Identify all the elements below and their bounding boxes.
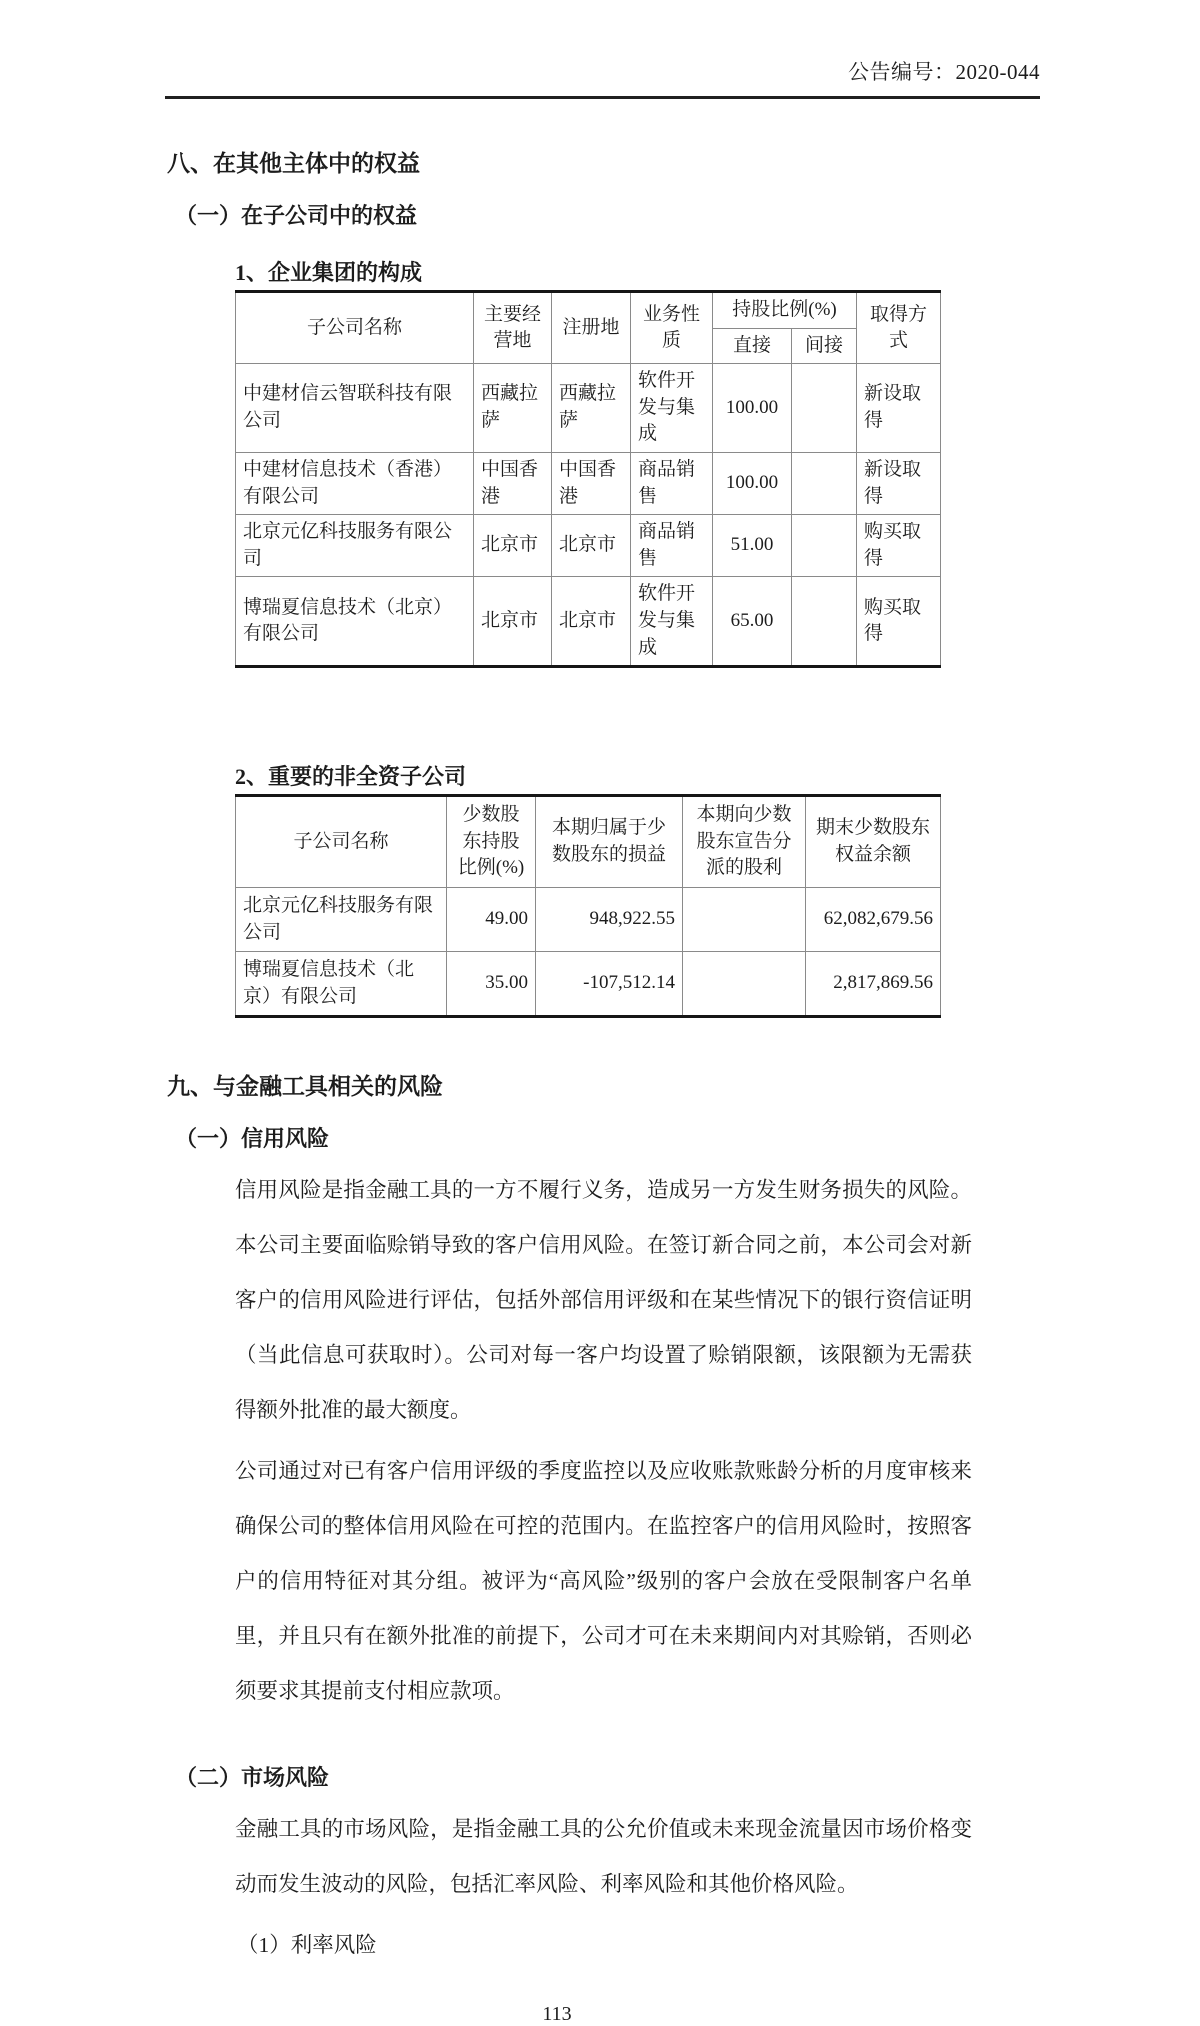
- section-9-2-title: （二）市场风险: [175, 1765, 330, 1791]
- cell-registered-place: 中国香港: [552, 452, 631, 514]
- table-header-row: [236, 292, 941, 329]
- col-header-main-place: 主要经营地: [474, 292, 552, 364]
- cell-direct-ratio: 65.00: [713, 577, 792, 667]
- cell-subsidiary-name: 中建材信息技术（香港）有限公司: [236, 452, 474, 514]
- cell-business-nature: 商品销售: [631, 515, 713, 577]
- col-header-acquisition-method: 取得方式: [857, 292, 941, 364]
- cell-minority-profit: -107,512.14: [536, 952, 683, 1017]
- cell-main-place: 西藏拉萨: [474, 364, 552, 453]
- cell-business-nature: 软件开发与集成: [631, 364, 713, 453]
- cell-declared-dividend: [683, 952, 806, 1017]
- non-wholly-owned-subsidiaries-table: [235, 794, 941, 1018]
- col-header-subsidiary-name: 子公司名称: [236, 292, 474, 364]
- table-row: [236, 952, 941, 1017]
- cell-declared-dividend: [683, 887, 806, 951]
- cell-indirect-ratio: [792, 577, 857, 667]
- cell-subsidiary-name: 北京元亿科技服务有限公司: [236, 887, 447, 951]
- credit-risk-paragraph-2: 公司通过对已有客户信用评级的季度监控以及应收账款账龄分析的月度审核来确保公司的整体信用风险在可控的范围内。在监控客户的信用风险时，按照客户的信用特征对其分组。被评为“高风险”级别的客户会放在受限制客户名单里，并且只有在额外批准的前提下，公司才可在未来期间内对其赊销，否则必须要求其提前支付相应款项。: [235, 1459, 972, 1704]
- table-2-title: 2、重要的非全资子公司: [235, 764, 467, 790]
- cell-acquisition-method: 新设取得: [857, 452, 941, 514]
- cell-indirect-ratio: [792, 515, 857, 577]
- announcement-number: 公告编号：2020-044: [848, 60, 1040, 84]
- cell-indirect-ratio: [792, 452, 857, 514]
- cell-main-place: 北京市: [474, 515, 552, 577]
- cell-minority-ratio: 35.00: [447, 952, 536, 1017]
- table-row: [236, 577, 941, 667]
- group-composition-table: [235, 290, 941, 668]
- col-header-declared-dividend: 本期向少数股东宣告分派的股利: [683, 796, 806, 888]
- section-8-1-title: （一）在子公司中的权益: [175, 203, 418, 228]
- cell-subsidiary-name: 博瑞夏信息技术（北京）有限公司: [236, 577, 474, 667]
- page-number: 113: [542, 2003, 572, 2026]
- header-divider: [165, 96, 1040, 99]
- col-header-subsidiary-name: 子公司名称: [236, 796, 447, 888]
- col-header-minority-ratio: 少数股东持股比例(%): [447, 796, 536, 888]
- cell-acquisition-method: 购买取得: [857, 515, 941, 577]
- cell-minority-ratio: 49.00: [447, 887, 536, 951]
- cell-minority-profit: 948,922.55: [536, 887, 683, 951]
- cell-subsidiary-name: 北京元亿科技服务有限公司: [236, 515, 474, 577]
- col-header-minority-equity: 期末少数股东权益余额: [806, 796, 941, 888]
- col-header-direct: 直接: [713, 328, 792, 364]
- cell-minority-equity: 62,082,679.56: [806, 887, 941, 951]
- cell-direct-ratio: 100.00: [713, 364, 792, 453]
- cell-main-place: 北京市: [474, 577, 552, 667]
- cell-subsidiary-name: 博瑞夏信息技术（北京）有限公司: [236, 952, 447, 1017]
- cell-registered-place: 西藏拉萨: [552, 364, 631, 453]
- col-header-minority-profit: 本期归属于少数股东的损益: [536, 796, 683, 888]
- table-row: [236, 887, 941, 951]
- section-9-1-title: （一）信用风险: [175, 1126, 330, 1152]
- cell-acquisition-method: 新设取得: [857, 364, 941, 453]
- col-header-indirect: 间接: [792, 328, 857, 364]
- cell-registered-place: 北京市: [552, 577, 631, 667]
- credit-risk-paragraph-1: 信用风险是指金融工具的一方不履行义务，造成另一方发生财务损失的风险。本公司主要面临赊销导致的客户信用风险。在签订新合同之前，本公司会对新客户的信用风险进行评估，包括外部信用评级和在某些情况下的银行资信证明（当此信息可获取时）。公司对每一客户均设置了赊销限额，该限额为无需获得额外批准的最大额度。: [235, 1178, 972, 1423]
- market-risk-paragraph: 金融工具的市场风险，是指金融工具的公允价值或未来现金流量因市场价格变动而发生波动的风险，包括汇率风险、利率风险和其他价格风险。: [235, 1817, 972, 1897]
- cell-registered-place: 北京市: [552, 515, 631, 577]
- cell-minority-equity: 2,817,869.56: [806, 952, 941, 1017]
- cell-subsidiary-name: 中建材信云智联科技有限公司: [236, 364, 474, 453]
- page-header: [165, 56, 1040, 86]
- section-8-title: 八、在其他主体中的权益: [167, 151, 420, 176]
- cell-business-nature: 商品销售: [631, 452, 713, 514]
- cell-main-place: 中国香港: [474, 452, 552, 514]
- table-row: [236, 452, 941, 514]
- cell-business-nature: 软件开发与集成: [631, 577, 713, 667]
- table-row: [236, 364, 941, 453]
- cell-acquisition-method: 购买取得: [857, 577, 941, 667]
- cell-direct-ratio: 100.00: [713, 452, 792, 514]
- section-9-title: 九、与金融工具相关的风险: [167, 1074, 443, 1100]
- table-1-title: 1、企业集团的构成: [235, 260, 423, 285]
- col-header-business-nature: 业务性质: [631, 292, 713, 364]
- interest-rate-risk-title: （1）利率风险: [237, 1933, 377, 1958]
- table-row: [236, 515, 941, 577]
- cell-indirect-ratio: [792, 364, 857, 453]
- table-header-row: [236, 796, 941, 888]
- cell-direct-ratio: 51.00: [713, 515, 792, 577]
- col-header-registered-place: 注册地: [552, 292, 631, 364]
- col-header-shareholding-ratio: 持股比例(%): [713, 292, 857, 329]
